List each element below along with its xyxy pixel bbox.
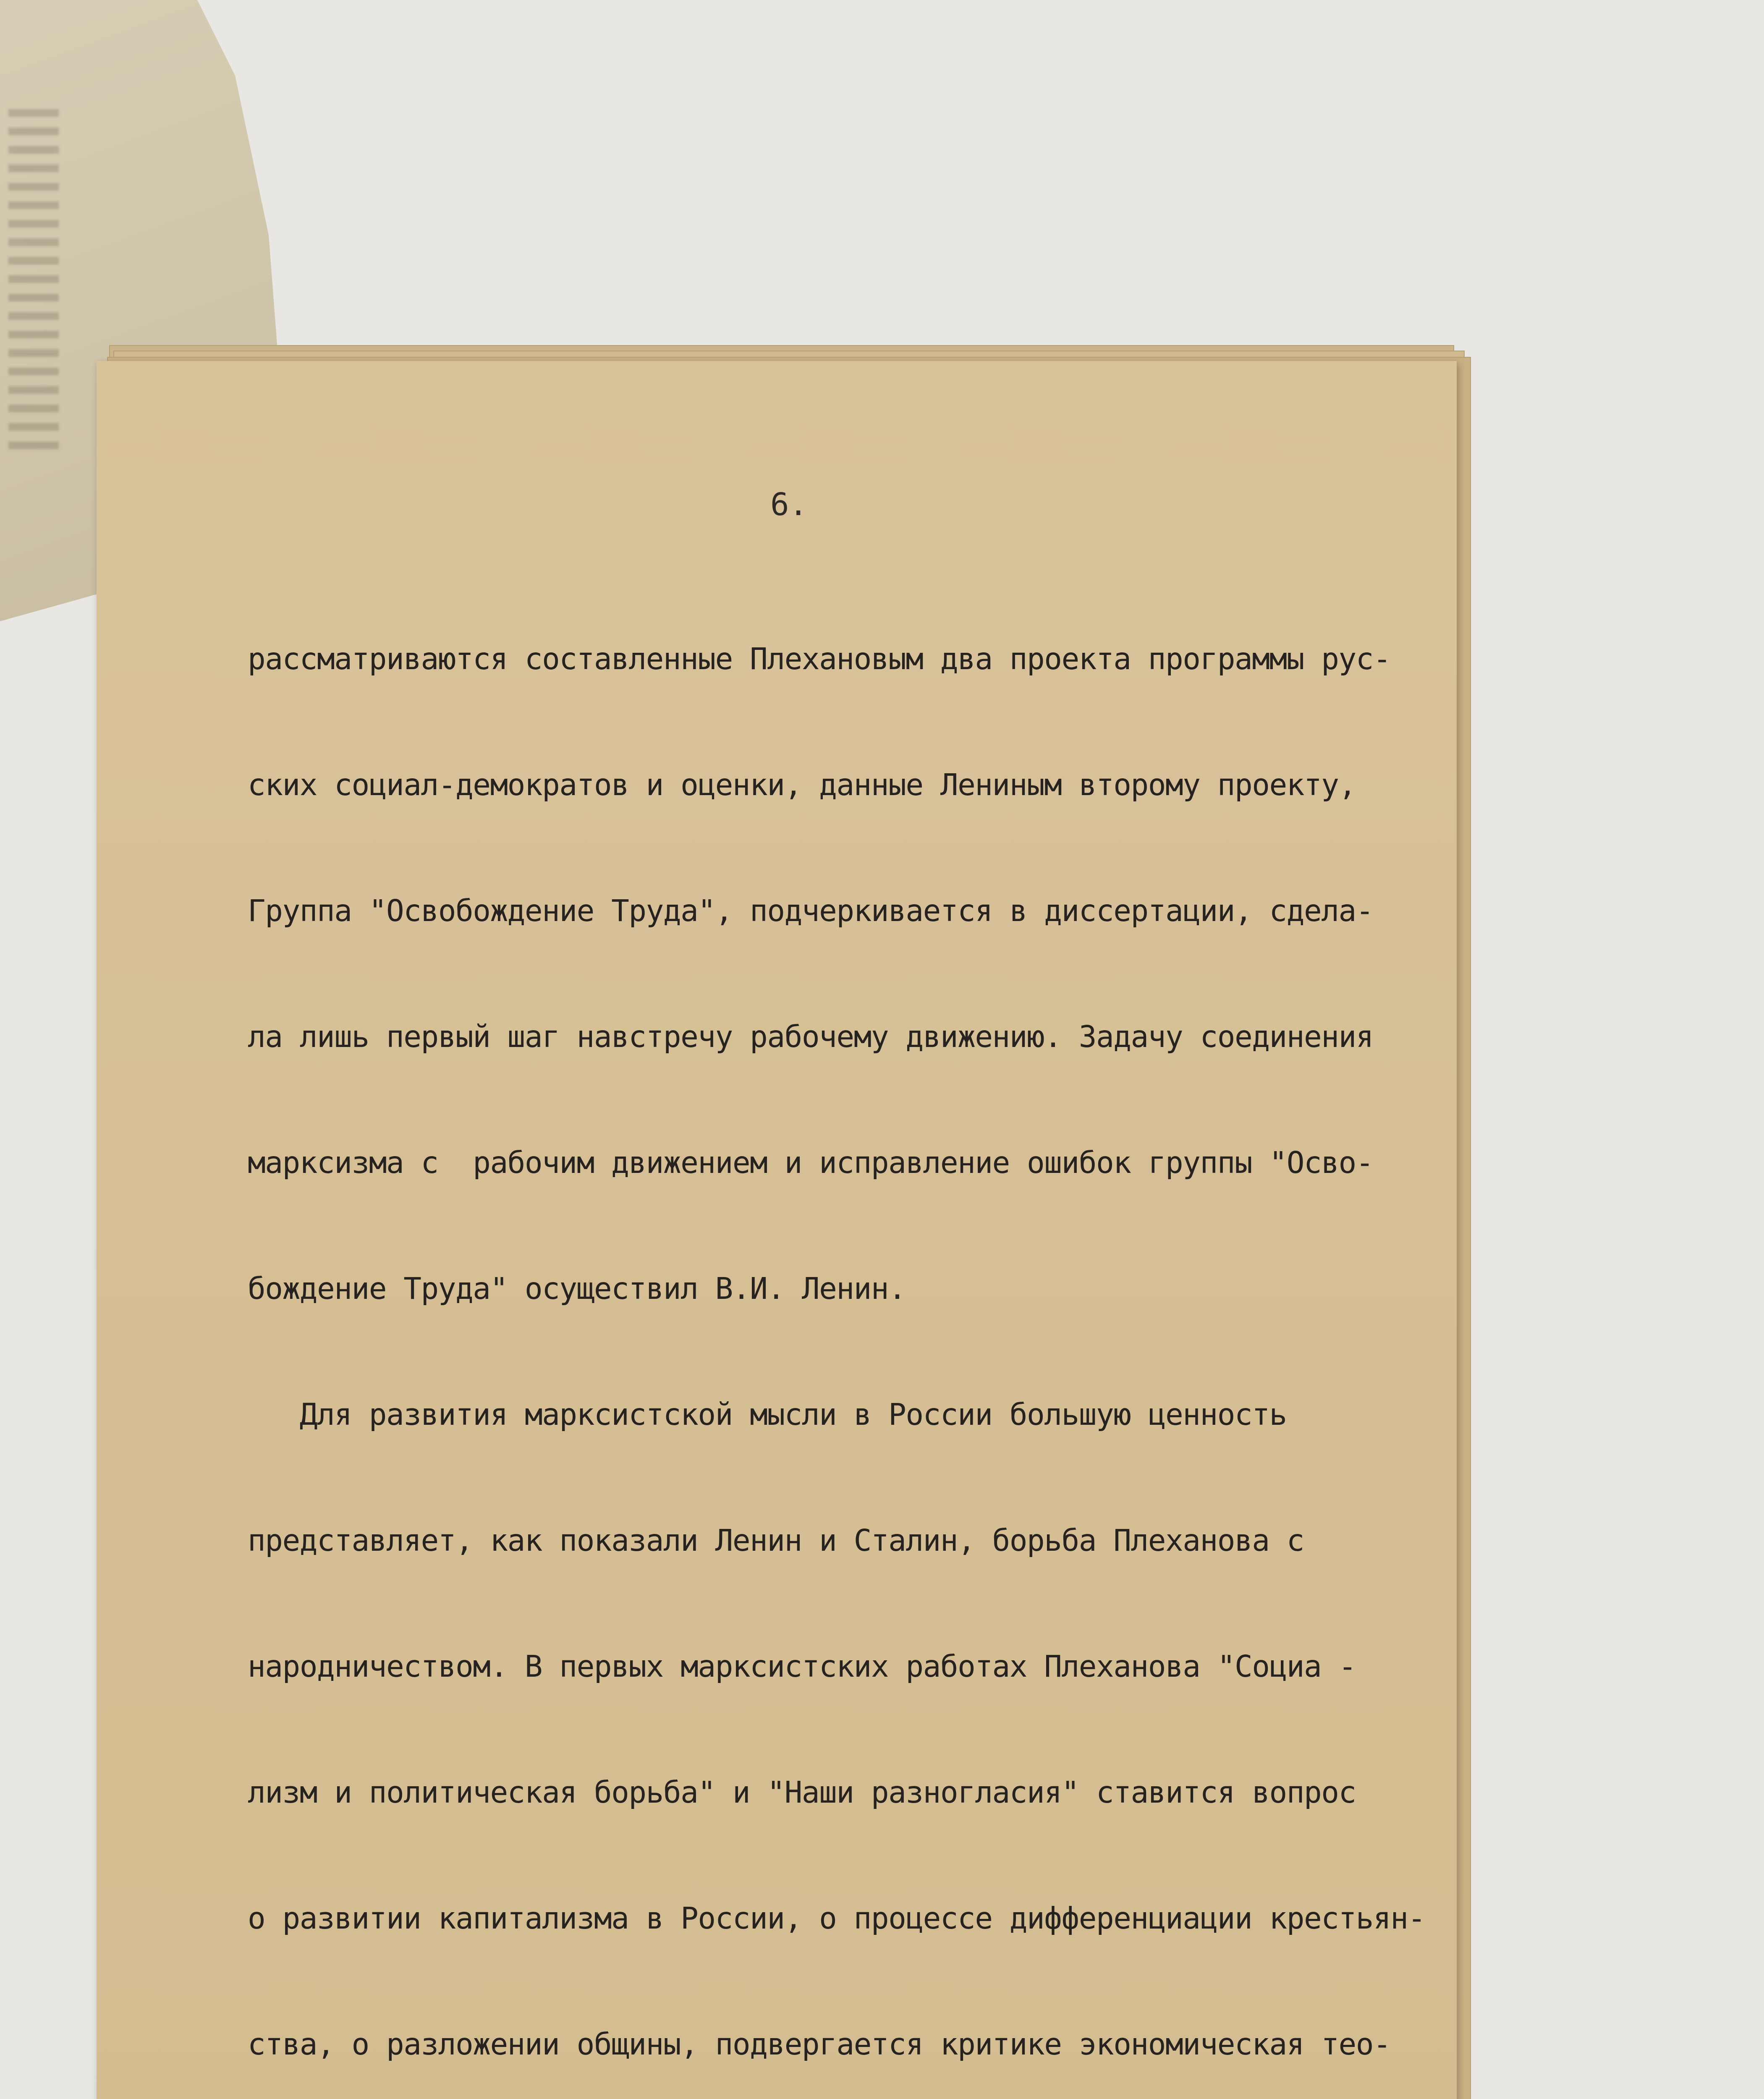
text-line: народничеством. В первых марксистских работах Плеханова "Социа -: [248, 1649, 1356, 1684]
text-line: о развитии капитализма в России, о процессе дифференциации крестьян-: [248, 1901, 1425, 1936]
text-line: Группа "Освобождение Труда", подчеркивается в диссертации, сдела-: [248, 893, 1373, 928]
text-line: Для развития марксистской мысли в России большую ценность: [248, 1397, 1287, 1432]
scrap-ink-trace: [8, 109, 59, 453]
typewritten-body: [248, 554, 1423, 2099]
text-line: ства, о разложении общины, подвергается критике экономическая тео-: [248, 2027, 1391, 2062]
text-line: рассматриваются составленные Плехановым два проекта программы рус-: [248, 641, 1391, 676]
text-line: бождение Труда" осуществил В.И. Ленин.: [248, 1271, 906, 1306]
text-line: ских социал-демократов и оценки, данные Лениным второму проекту,: [248, 767, 1356, 802]
text-line: представляет, как показали Ленин и Сталин, борьба Плеханова с: [248, 1523, 1304, 1558]
text-line: лизм и политическая борьба" и "Наши разногласия" ставится вопрос: [248, 1775, 1356, 1810]
text-line: марксизма с рабочим движением и исправление ошибок группы "Осво-: [248, 1145, 1373, 1180]
text-line: ла лишь первый шаг навстречу рабочему движению. Задачу соединения: [248, 1019, 1373, 1054]
page-number: 6.: [770, 487, 808, 523]
